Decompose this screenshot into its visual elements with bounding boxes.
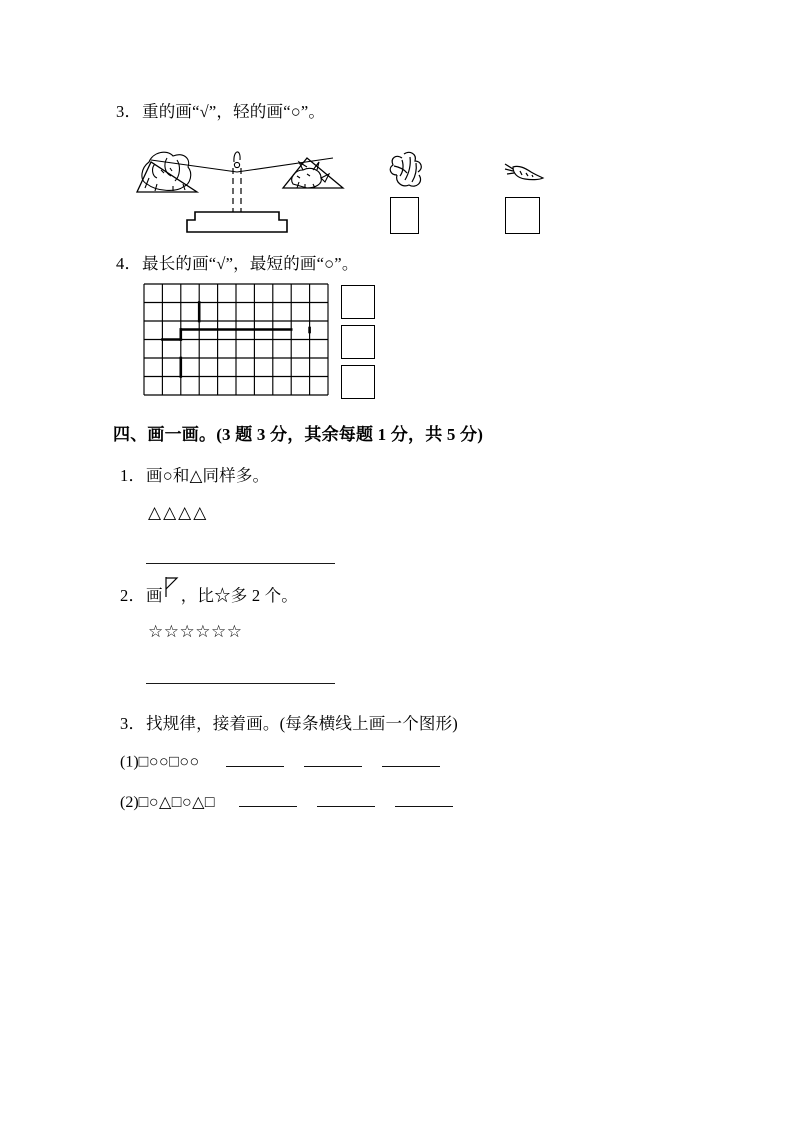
section4-item-3-text: 找规律，接着画。(每条横线上画一个图形) — [146, 714, 458, 733]
question-3-number: 3． — [116, 102, 142, 121]
pattern-row-1-label: (1) — [120, 753, 139, 771]
pattern-row-2-blank-3[interactable] — [395, 792, 453, 807]
given-shapes-stars: ☆☆☆☆☆☆ — [148, 622, 243, 641]
length-comparison-grid — [143, 283, 329, 396]
section4-item-2-text-after: ，比☆多 2 个。 — [180, 586, 299, 605]
flag-icon — [163, 589, 181, 606]
balance-scale-illustration — [133, 140, 353, 240]
section4-item-2-text-before: 画 — [146, 586, 163, 605]
section4-item-1-number: 1． — [120, 466, 146, 485]
section4-item-2-prompt — [120, 584, 298, 607]
cabbage-icon — [388, 148, 432, 192]
question-3-prompt — [116, 100, 325, 123]
section-4-heading: 四、画一画。(3 题 3 分，其余每题 1 分，共 5 分) — [113, 425, 484, 444]
question-4-number: 4． — [116, 254, 142, 273]
answer-box-length-1[interactable] — [341, 285, 375, 319]
question-4-text: 最长的画“√”，最短的画“○”。 — [142, 254, 359, 273]
pattern-row-1-blank-3[interactable] — [382, 752, 440, 767]
question-3-text: 重的画“√”，轻的画“○”。 — [142, 102, 326, 121]
pattern-row-1-blank-2[interactable] — [304, 752, 362, 767]
section4-item-1-text: 画○和△同样多。 — [146, 466, 270, 485]
answer-line-item-1[interactable] — [146, 563, 335, 564]
given-shapes-triangles: △△△△ — [148, 503, 209, 522]
pattern-row-2-blank-1[interactable] — [239, 792, 297, 807]
pattern-row-2 — [120, 792, 453, 812]
question-4-prompt — [116, 252, 359, 275]
section4-item-2-number: 2． — [120, 586, 146, 605]
section4-item-3-number: 3． — [120, 714, 146, 733]
pattern-row-1-sequence: □○○□○○ — [138, 753, 200, 771]
answer-line-item-2[interactable] — [146, 683, 335, 684]
carrot-icon — [503, 160, 545, 186]
pattern-row-2-sequence: □○△□○△□ — [138, 794, 216, 811]
pattern-row-2-blank-2[interactable] — [317, 792, 375, 807]
answer-box-carrot[interactable] — [505, 197, 540, 234]
pattern-row-1-blank-1[interactable] — [226, 752, 284, 767]
pattern-row-2-label: (2) — [120, 794, 139, 811]
answer-box-length-2[interactable] — [341, 325, 375, 359]
answer-box-cabbage[interactable] — [390, 197, 419, 234]
pattern-row-1 — [120, 752, 440, 772]
answer-box-length-3[interactable] — [341, 365, 375, 399]
section4-item-1-prompt — [120, 464, 269, 487]
section4-item-3-prompt — [120, 712, 458, 735]
